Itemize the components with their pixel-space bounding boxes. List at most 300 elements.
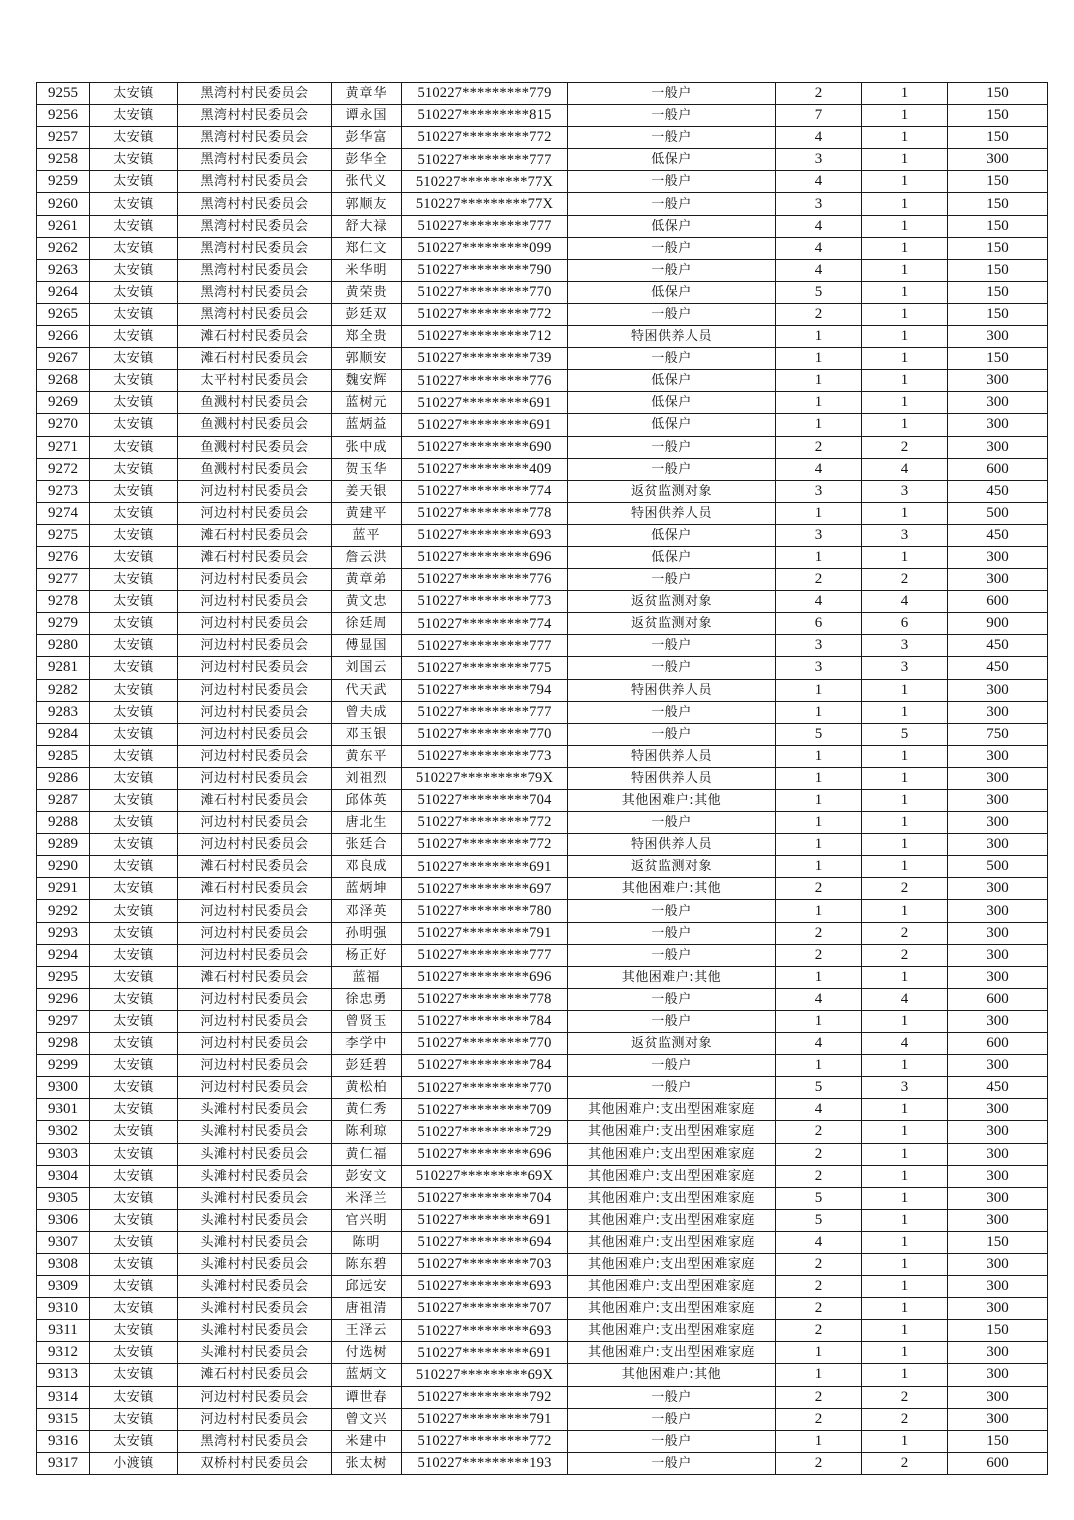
record-number-cell: 9256 [37, 105, 90, 127]
beneficiary-count-cell: 4 [862, 458, 948, 480]
household-size-cell: 4 [776, 1231, 862, 1253]
amount-cell: 300 [948, 966, 1048, 988]
village-committee-cell: 滩石村村民委员会 [178, 790, 332, 812]
township-cell: 太安镇 [90, 1276, 178, 1298]
record-number-cell: 9304 [37, 1165, 90, 1187]
table-row [37, 1253, 1048, 1275]
household-size-cell: 3 [776, 657, 862, 679]
person-name-cell: 邱体英 [332, 790, 402, 812]
township-cell: 太安镇 [90, 1298, 178, 1320]
table-row [37, 1209, 1048, 1231]
record-number-cell: 9290 [37, 856, 90, 878]
amount-cell: 300 [948, 922, 1048, 944]
beneficiary-count-cell: 1 [862, 1231, 948, 1253]
township-cell: 太安镇 [90, 834, 178, 856]
record-number-cell: 9267 [37, 348, 90, 370]
amount-cell: 300 [948, 392, 1048, 414]
beneficiary-count-cell: 1 [862, 303, 948, 325]
record-number-cell: 9306 [37, 1209, 90, 1231]
amount-cell: 300 [948, 1209, 1048, 1231]
household-type-cell: 其他困难户:其他 [568, 1364, 776, 1386]
household-size-cell: 1 [776, 966, 862, 988]
record-number-cell: 9271 [37, 436, 90, 458]
record-number-cell: 9312 [37, 1342, 90, 1364]
household-type-cell: 一般户 [568, 988, 776, 1010]
beneficiary-count-cell: 1 [862, 502, 948, 524]
household-size-cell: 7 [776, 105, 862, 127]
household-size-cell: 4 [776, 988, 862, 1010]
table-row [37, 458, 1048, 480]
village-committee-cell: 滩石村村民委员会 [178, 1364, 332, 1386]
household-type-cell: 特困供养人员 [568, 502, 776, 524]
table-row [37, 812, 1048, 834]
id-number-cell: 510227*********791 [402, 1408, 568, 1430]
id-number-cell: 510227*********784 [402, 1010, 568, 1032]
id-number-cell: 510227*********704 [402, 1187, 568, 1209]
table-row [37, 1452, 1048, 1474]
beneficiary-count-cell: 1 [862, 215, 948, 237]
household-type-cell: 一般户 [568, 922, 776, 944]
amount-cell: 150 [948, 237, 1048, 259]
village-committee-cell: 滩石村村民委员会 [178, 966, 332, 988]
amount-cell: 300 [948, 1010, 1048, 1032]
record-number-cell: 9282 [37, 679, 90, 701]
beneficiary-count-cell: 1 [862, 1430, 948, 1452]
beneficiary-count-cell: 1 [862, 105, 948, 127]
household-type-cell: 一般户 [568, 171, 776, 193]
amount-cell: 300 [948, 1187, 1048, 1209]
id-number-cell: 510227*********784 [402, 1055, 568, 1077]
record-number-cell: 9295 [37, 966, 90, 988]
household-type-cell: 一般户 [568, 944, 776, 966]
table-row [37, 1010, 1048, 1032]
village-committee-cell: 河边村村民委员会 [178, 812, 332, 834]
record-number-cell: 9287 [37, 790, 90, 812]
household-size-cell: 1 [776, 834, 862, 856]
amount-cell: 150 [948, 1320, 1048, 1342]
id-number-cell: 510227*********77X [402, 171, 568, 193]
village-committee-cell: 河边村村民委员会 [178, 1055, 332, 1077]
village-committee-cell: 河边村村民委员会 [178, 635, 332, 657]
household-size-cell: 1 [776, 812, 862, 834]
village-committee-cell: 头滩村村民委员会 [178, 1320, 332, 1342]
amount-cell: 300 [948, 414, 1048, 436]
table-row [37, 944, 1048, 966]
beneficiary-count-cell: 6 [862, 613, 948, 635]
village-committee-cell: 河边村村民委员会 [178, 944, 332, 966]
township-cell: 太安镇 [90, 745, 178, 767]
table-row [37, 348, 1048, 370]
id-number-cell: 510227*********691 [402, 856, 568, 878]
household-type-cell: 一般户 [568, 436, 776, 458]
person-name-cell: 米建中 [332, 1430, 402, 1452]
id-number-cell: 510227*********791 [402, 922, 568, 944]
village-committee-cell: 黑湾村村民委员会 [178, 105, 332, 127]
id-number-cell: 510227*********773 [402, 745, 568, 767]
beneficiary-count-cell: 1 [862, 259, 948, 281]
village-committee-cell: 头滩村村民委员会 [178, 1342, 332, 1364]
village-committee-cell: 滩石村村民委员会 [178, 878, 332, 900]
beneficiary-count-cell: 3 [862, 524, 948, 546]
person-name-cell: 邓良成 [332, 856, 402, 878]
household-type-cell: 返贫监测对象 [568, 480, 776, 502]
beneficiary-count-cell: 1 [862, 149, 948, 171]
beneficiary-count-cell: 1 [862, 1276, 948, 1298]
village-committee-cell: 头滩村村民委员会 [178, 1253, 332, 1275]
household-type-cell: 一般户 [568, 635, 776, 657]
household-size-cell: 4 [776, 1033, 862, 1055]
household-size-cell: 1 [776, 1364, 862, 1386]
table-row [37, 303, 1048, 325]
household-size-cell: 1 [776, 348, 862, 370]
id-number-cell: 510227*********409 [402, 458, 568, 480]
person-name-cell: 蓝树元 [332, 392, 402, 414]
table-row [37, 723, 1048, 745]
table-row [37, 635, 1048, 657]
amount-cell: 300 [948, 812, 1048, 834]
id-number-cell: 510227*********777 [402, 944, 568, 966]
beneficiary-count-cell: 1 [862, 1187, 948, 1209]
record-number-cell: 9311 [37, 1320, 90, 1342]
beneficiary-count-cell: 1 [862, 281, 948, 303]
amount-cell: 300 [948, 1143, 1048, 1165]
beneficiary-count-cell: 2 [862, 569, 948, 591]
township-cell: 太安镇 [90, 900, 178, 922]
household-type-cell: 一般户 [568, 1408, 776, 1430]
beneficiary-count-cell: 1 [862, 326, 948, 348]
person-name-cell: 魏安辉 [332, 370, 402, 392]
household-type-cell: 低保户 [568, 546, 776, 568]
person-name-cell: 彭安文 [332, 1165, 402, 1187]
table-row [37, 105, 1048, 127]
village-committee-cell: 河边村村民委员会 [178, 1408, 332, 1430]
village-committee-cell: 河边村村民委员会 [178, 613, 332, 635]
id-number-cell: 510227*********777 [402, 701, 568, 723]
id-number-cell: 510227*********773 [402, 591, 568, 613]
person-name-cell: 蓝炳益 [332, 414, 402, 436]
village-committee-cell: 滩石村村民委员会 [178, 856, 332, 878]
amount-cell: 300 [948, 149, 1048, 171]
township-cell: 太安镇 [90, 546, 178, 568]
record-number-cell: 9279 [37, 613, 90, 635]
beneficiary-count-cell: 1 [862, 1209, 948, 1231]
household-type-cell: 其他困难户:支出型困难家庭 [568, 1187, 776, 1209]
record-number-cell: 9308 [37, 1253, 90, 1275]
township-cell: 太安镇 [90, 812, 178, 834]
beneficiary-count-cell: 1 [862, 348, 948, 370]
table-row [37, 1386, 1048, 1408]
household-size-cell: 2 [776, 436, 862, 458]
household-type-cell: 特困供养人员 [568, 745, 776, 767]
amount-cell: 300 [948, 1121, 1048, 1143]
table-row [37, 193, 1048, 215]
table-row [37, 790, 1048, 812]
person-name-cell: 郭顺友 [332, 193, 402, 215]
id-number-cell: 510227*********815 [402, 105, 568, 127]
township-cell: 太安镇 [90, 193, 178, 215]
household-type-cell: 其他困难户:支出型困难家庭 [568, 1121, 776, 1143]
table-row [37, 149, 1048, 171]
village-committee-cell: 黑湾村村民委员会 [178, 237, 332, 259]
person-name-cell: 彭华全 [332, 149, 402, 171]
id-number-cell: 510227*********69X [402, 1364, 568, 1386]
table-row [37, 171, 1048, 193]
household-size-cell: 1 [776, 701, 862, 723]
household-size-cell: 3 [776, 149, 862, 171]
village-committee-cell: 头滩村村民委员会 [178, 1099, 332, 1121]
record-number-cell: 9288 [37, 812, 90, 834]
village-committee-cell: 滩石村村民委员会 [178, 348, 332, 370]
township-cell: 太安镇 [90, 392, 178, 414]
village-committee-cell: 鱼溅村村民委员会 [178, 436, 332, 458]
household-type-cell: 其他困难户:其他 [568, 966, 776, 988]
person-name-cell: 彭华富 [332, 127, 402, 149]
village-committee-cell: 河边村村民委员会 [178, 767, 332, 789]
person-name-cell: 郑仁文 [332, 237, 402, 259]
beneficiary-count-cell: 4 [862, 988, 948, 1010]
beneficiary-count-cell: 2 [862, 878, 948, 900]
household-size-cell: 1 [776, 679, 862, 701]
household-type-cell: 一般户 [568, 1386, 776, 1408]
household-type-cell: 低保户 [568, 215, 776, 237]
village-committee-cell: 头滩村村民委员会 [178, 1187, 332, 1209]
amount-cell: 300 [948, 326, 1048, 348]
township-cell: 太安镇 [90, 679, 178, 701]
table-row [37, 569, 1048, 591]
township-cell: 太安镇 [90, 83, 178, 105]
amount-cell: 150 [948, 215, 1048, 237]
village-committee-cell: 河边村村民委员会 [178, 1010, 332, 1032]
person-name-cell: 傅显国 [332, 635, 402, 657]
township-cell: 太安镇 [90, 1165, 178, 1187]
household-size-cell: 1 [776, 1342, 862, 1364]
household-size-cell: 1 [776, 370, 862, 392]
household-type-cell: 其他困难户:支出型困难家庭 [568, 1231, 776, 1253]
household-size-cell: 2 [776, 1320, 862, 1342]
amount-cell: 300 [948, 767, 1048, 789]
household-size-cell: 4 [776, 591, 862, 613]
beneficiary-count-cell: 1 [862, 127, 948, 149]
record-number-cell: 9301 [37, 1099, 90, 1121]
beneficiary-count-cell: 1 [862, 834, 948, 856]
village-committee-cell: 鱼溅村村民委员会 [178, 458, 332, 480]
id-number-cell: 510227*********772 [402, 1430, 568, 1452]
beneficiary-count-cell: 1 [862, 1165, 948, 1187]
amount-cell: 300 [948, 1099, 1048, 1121]
amount-cell: 600 [948, 1452, 1048, 1474]
household-size-cell: 1 [776, 856, 862, 878]
household-size-cell: 2 [776, 1386, 862, 1408]
record-number-cell: 9316 [37, 1430, 90, 1452]
township-cell: 太安镇 [90, 966, 178, 988]
id-number-cell: 510227*********772 [402, 812, 568, 834]
person-name-cell: 彭廷碧 [332, 1055, 402, 1077]
table-row [37, 1342, 1048, 1364]
person-name-cell: 唐祖清 [332, 1298, 402, 1320]
record-number-cell: 9275 [37, 524, 90, 546]
amount-cell: 300 [948, 436, 1048, 458]
id-number-cell: 510227*********729 [402, 1121, 568, 1143]
beneficiary-count-cell: 2 [862, 1408, 948, 1430]
township-cell: 太安镇 [90, 1033, 178, 1055]
household-size-cell: 5 [776, 723, 862, 745]
beneficiary-count-cell: 1 [862, 1342, 948, 1364]
village-committee-cell: 黑湾村村民委员会 [178, 193, 332, 215]
record-number-cell: 9260 [37, 193, 90, 215]
household-type-cell: 其他困难户:支出型困难家庭 [568, 1143, 776, 1165]
record-number-cell: 9264 [37, 281, 90, 303]
amount-cell: 150 [948, 127, 1048, 149]
township-cell: 太安镇 [90, 635, 178, 657]
amount-cell: 300 [948, 1364, 1048, 1386]
amount-cell: 300 [948, 1408, 1048, 1430]
township-cell: 太安镇 [90, 1342, 178, 1364]
beneficiary-count-cell: 1 [862, 745, 948, 767]
beneficiary-count-cell: 2 [862, 436, 948, 458]
record-number-cell: 9298 [37, 1033, 90, 1055]
amount-cell: 300 [948, 370, 1048, 392]
amount-cell: 300 [948, 944, 1048, 966]
township-cell: 太安镇 [90, 524, 178, 546]
person-name-cell: 张廷合 [332, 834, 402, 856]
record-number-cell: 9314 [37, 1386, 90, 1408]
village-committee-cell: 黑湾村村民委员会 [178, 281, 332, 303]
beneficiary-count-cell: 1 [862, 546, 948, 568]
table-row [37, 546, 1048, 568]
village-committee-cell: 头滩村村民委员会 [178, 1276, 332, 1298]
village-committee-cell: 黑湾村村民委员会 [178, 303, 332, 325]
table-row [37, 281, 1048, 303]
household-size-cell: 2 [776, 1408, 862, 1430]
household-type-cell: 其他困难户:支出型困难家庭 [568, 1165, 776, 1187]
household-type-cell: 其他困难户:其他 [568, 790, 776, 812]
township-cell: 太安镇 [90, 149, 178, 171]
person-name-cell: 黄东平 [332, 745, 402, 767]
table-row [37, 1055, 1048, 1077]
village-committee-cell: 头滩村村民委员会 [178, 1165, 332, 1187]
record-number-cell: 9255 [37, 83, 90, 105]
person-name-cell: 刘国云 [332, 657, 402, 679]
household-type-cell: 特困供养人员 [568, 767, 776, 789]
beneficiary-count-cell: 1 [862, 966, 948, 988]
id-number-cell: 510227*********707 [402, 1298, 568, 1320]
household-type-cell: 其他困难户:支出型困难家庭 [568, 1253, 776, 1275]
household-size-cell: 2 [776, 1143, 862, 1165]
table-row [37, 370, 1048, 392]
person-name-cell: 曾夫成 [332, 701, 402, 723]
township-cell: 太安镇 [90, 1209, 178, 1231]
table-row [37, 1364, 1048, 1386]
beneficiary-count-cell: 2 [862, 922, 948, 944]
table-row [37, 1276, 1048, 1298]
record-number-cell: 9297 [37, 1010, 90, 1032]
township-cell: 太安镇 [90, 215, 178, 237]
beneficiary-count-cell: 1 [862, 171, 948, 193]
amount-cell: 300 [948, 701, 1048, 723]
amount-cell: 300 [948, 790, 1048, 812]
amount-cell: 150 [948, 193, 1048, 215]
township-cell: 太安镇 [90, 1386, 178, 1408]
village-committee-cell: 黑湾村村民委员会 [178, 127, 332, 149]
person-name-cell: 杨正好 [332, 944, 402, 966]
table-row [37, 966, 1048, 988]
person-name-cell: 陈明 [332, 1231, 402, 1253]
id-number-cell: 510227*********778 [402, 988, 568, 1010]
id-number-cell: 510227*********697 [402, 878, 568, 900]
beneficiary-count-cell: 4 [862, 591, 948, 613]
record-number-cell: 9263 [37, 259, 90, 281]
household-size-cell: 1 [776, 790, 862, 812]
record-number-cell: 9278 [37, 591, 90, 613]
amount-cell: 300 [948, 1253, 1048, 1275]
household-size-cell: 1 [776, 414, 862, 436]
township-cell: 太安镇 [90, 303, 178, 325]
id-number-cell: 510227*********772 [402, 303, 568, 325]
household-type-cell: 一般户 [568, 569, 776, 591]
household-size-cell: 3 [776, 635, 862, 657]
person-name-cell: 刘祖烈 [332, 767, 402, 789]
table-row [37, 1320, 1048, 1342]
record-number-cell: 9272 [37, 458, 90, 480]
table-row [37, 613, 1048, 635]
village-committee-cell: 河边村村民委员会 [178, 591, 332, 613]
person-name-cell: 陈东碧 [332, 1253, 402, 1275]
village-committee-cell: 头滩村村民委员会 [178, 1143, 332, 1165]
record-number-cell: 9294 [37, 944, 90, 966]
record-number-cell: 9307 [37, 1231, 90, 1253]
id-number-cell: 510227*********703 [402, 1253, 568, 1275]
person-name-cell: 郑全贵 [332, 326, 402, 348]
person-name-cell: 黄松柏 [332, 1077, 402, 1099]
record-number-cell: 9262 [37, 237, 90, 259]
household-size-cell: 1 [776, 745, 862, 767]
beneficiary-count-cell: 2 [862, 944, 948, 966]
village-committee-cell: 河边村村民委员会 [178, 900, 332, 922]
household-type-cell: 一般户 [568, 105, 776, 127]
table-row [37, 679, 1048, 701]
record-number-cell: 9305 [37, 1187, 90, 1209]
household-size-cell: 1 [776, 767, 862, 789]
id-number-cell: 510227*********790 [402, 259, 568, 281]
record-number-cell: 9317 [37, 1452, 90, 1474]
household-size-cell: 1 [776, 502, 862, 524]
person-name-cell: 唐北生 [332, 812, 402, 834]
village-committee-cell: 河边村村民委员会 [178, 1386, 332, 1408]
table-row [37, 1430, 1048, 1452]
household-size-cell: 2 [776, 944, 862, 966]
household-type-cell: 低保户 [568, 392, 776, 414]
household-type-cell: 一般户 [568, 1452, 776, 1474]
amount-cell: 600 [948, 1033, 1048, 1055]
amount-cell: 300 [948, 834, 1048, 856]
id-number-cell: 510227*********79X [402, 767, 568, 789]
village-committee-cell: 河边村村民委员会 [178, 701, 332, 723]
table-row [37, 414, 1048, 436]
township-cell: 小渡镇 [90, 1452, 178, 1474]
household-type-cell: 一般户 [568, 193, 776, 215]
table-row [37, 1231, 1048, 1253]
person-name-cell: 黄荣贵 [332, 281, 402, 303]
record-number-cell: 9284 [37, 723, 90, 745]
person-name-cell: 米泽兰 [332, 1187, 402, 1209]
id-number-cell: 510227*********794 [402, 679, 568, 701]
person-name-cell: 王泽云 [332, 1320, 402, 1342]
record-number-cell: 9276 [37, 546, 90, 568]
id-number-cell: 510227*********709 [402, 1099, 568, 1121]
township-cell: 太安镇 [90, 790, 178, 812]
village-committee-cell: 滩石村村民委员会 [178, 546, 332, 568]
household-size-cell: 2 [776, 1298, 862, 1320]
